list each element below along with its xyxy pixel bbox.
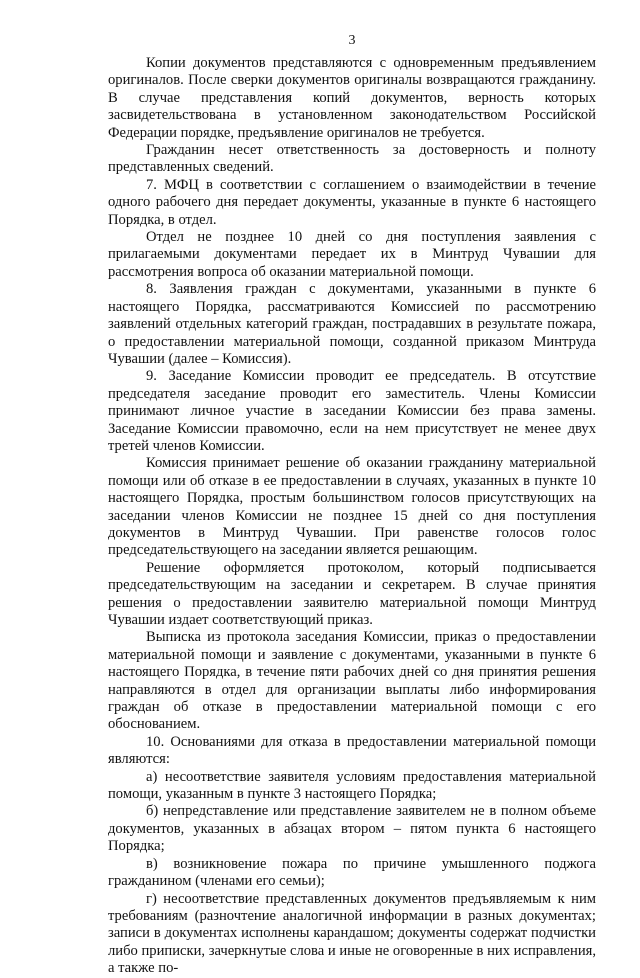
- paragraph-item-10: 10. Основаниями для отказа в предоставлении материальной помощи являются:: [108, 733, 596, 768]
- paragraph-subitem-g: г) несоответствие представленных документов предъявляемым к ним требованиям (разночтение аналогичной информации в разных документах; записи в документах исполнены карандашом; документы содержат подчистки либо приписки, зачеркнутые слова и иные не оговоренные в них исправления, а также по-: [108, 890, 596, 977]
- paragraph-commission-decision: Комиссия принимает решение об оказании гражданину материальной помощи или об отказе в ее предоставлении в случаях, указанных в пункте 10 настоящего Порядка, простым большинством голосов присутствующих на заседании членов Комиссии не позднее 15 дней со дня поступления документов в Минтруд Чувашии. При равенстве голосов голос председательствующего на заседании является решающим.: [108, 455, 596, 559]
- paragraph-item-9: 9. Заседание Комиссии проводит ее председатель. В отсутствие председателя заседание проводит его заместитель. Члены Комиссии принимают личное участие в заседании Комиссии без права замены. Заседание Комиссии правомочно, если на нем присутствует не менее двух третей членов Комиссии.: [108, 368, 596, 454]
- paragraph-subitem-b: б) непредставление или представление заявителем не в полном объеме документов, указанных в абзацах втором – пятом пункта 6 настоящего Порядка;: [108, 803, 596, 855]
- paragraph-subitem-a: а) несоответствие заявителя условиям предоставления материальной помощи, указанным в пункте 3 настоящего Порядка;: [108, 768, 596, 803]
- document-page: [108, 32, 596, 978]
- paragraph-subitem-v: в) возникновение пожара по причине умышленного поджога гражданином (членами его семьи);: [108, 855, 596, 890]
- paragraph-item-7: 7. МФЦ в соответствии с соглашением о взаимодействии в течение одного рабочего дня передает документы, указанные в пункте 6 настоящего Порядка, в отдел.: [108, 176, 596, 228]
- paragraph-protocol: Решение оформляется протоколом, который подписывается председательствующим на заседании и секретарем. В случае принятия решения о предоставлении заявителю материальной помощи Минтруд Чувашии издает соответствующий приказ.: [108, 559, 596, 628]
- paragraph-extract: Выписка из протокола заседания Комиссии, приказ о предоставлении материальной помощи и заявление с документами, указанными в пункте 6 настоящего Порядка, в течение пяти рабочих дней со дня принятия решения направляются в отдел для организации выплаты либо информирования граждан об отказе в предоставлении материальной помощи с его обоснованием.: [108, 629, 596, 733]
- page-number: 3: [348, 33, 356, 48]
- paragraph-department-transfer: Отдел не позднее 10 дней со дня поступления заявления с прилагаемыми документами передает их в Минтруд Чувашии для рассмотрения вопроса об оказании материальной помощи.: [108, 229, 596, 280]
- paragraph-responsibility: Гражданин несет ответственность за достоверность и полноту представленных сведений.: [108, 142, 596, 176]
- paragraph-item-8: 8. Заявления граждан с документами, указанными в пункте 6 настоящего Порядка, рассматриваются Комиссией по рассмотрению заявлений отдельных категорий граждан, пострадавших в результате пожара, о предоставлении материальной помощи, созданной приказом Минтруда Чувашии (далее – Комиссия).: [108, 281, 596, 367]
- paragraph-copies: Копии документов представляются с одновременным предъявлением оригиналов. После сверки документов оригиналы возвращаются гражданину. В случае представления копий документов, верность которых засвидетельствована в установленном законодательством Российской Федерации порядке, предъявление оригиналов не требуется.: [108, 55, 596, 141]
